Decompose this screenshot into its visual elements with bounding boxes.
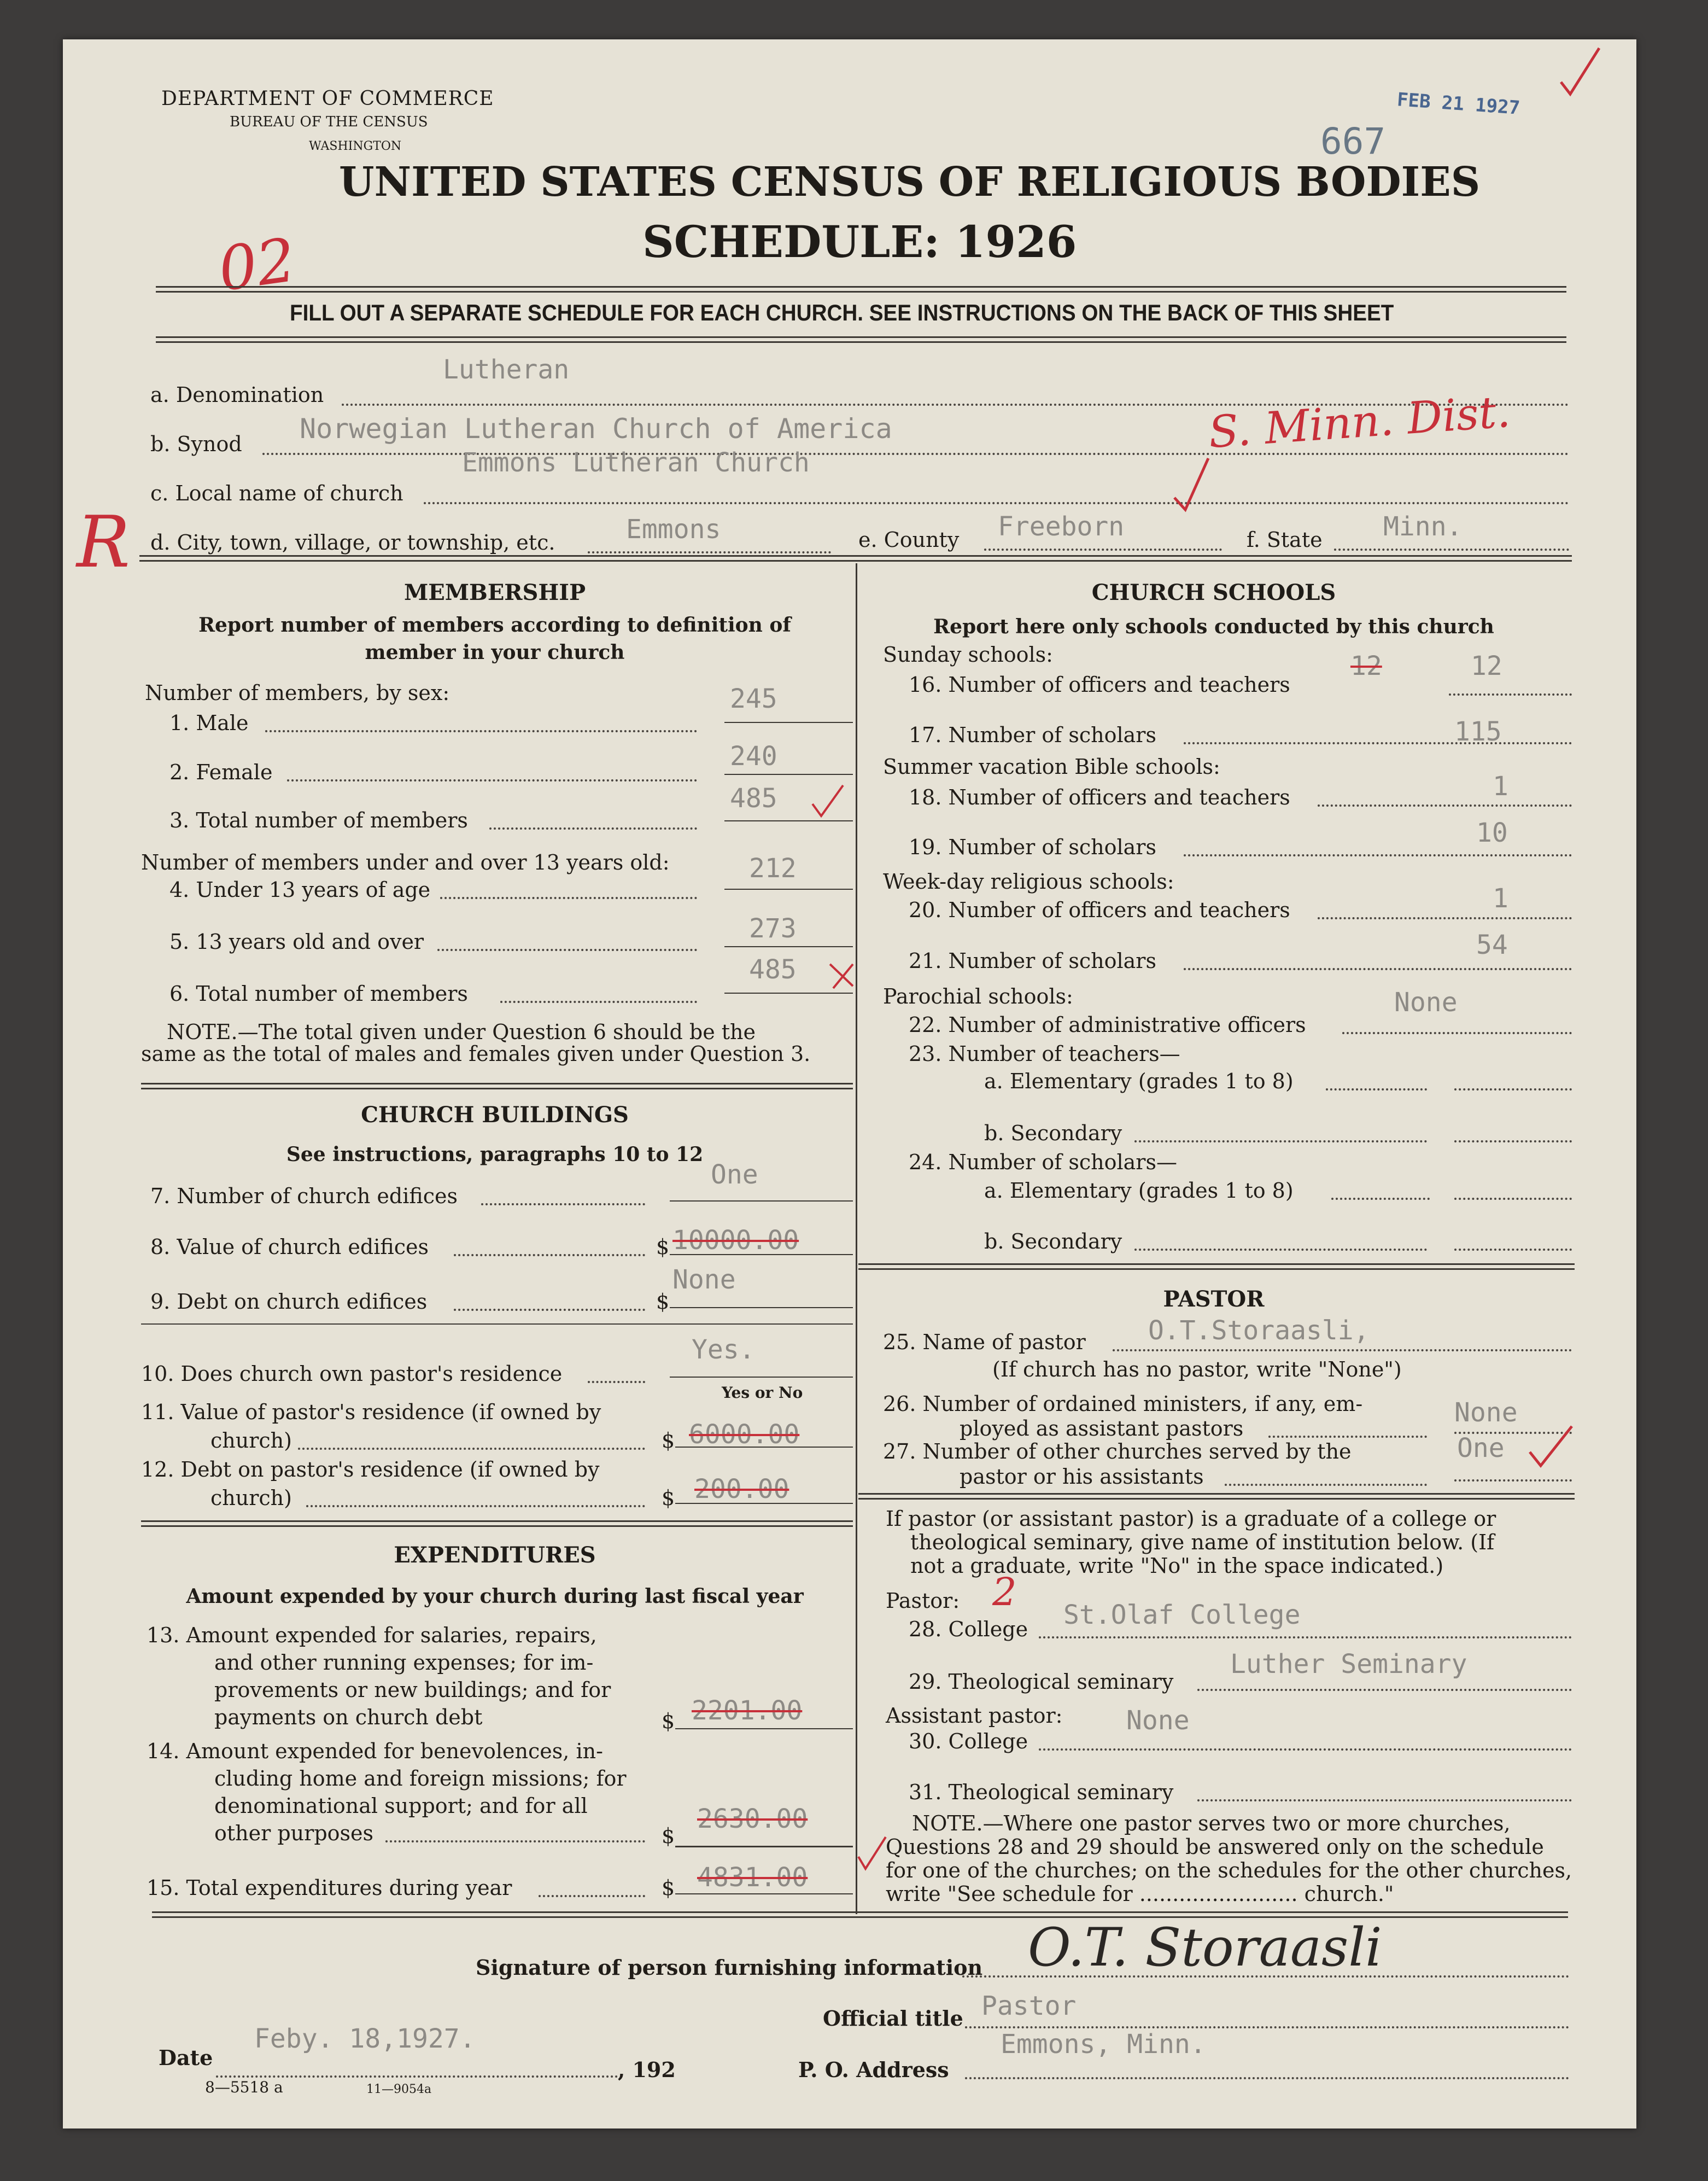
q16-struck: 12 (1350, 651, 1382, 681)
q2-value[interactable]: 240 (730, 741, 777, 772)
q7-value[interactable]: One (711, 1159, 758, 1190)
date-label: Date (159, 2045, 213, 2070)
college-value[interactable]: St.Olaf College (1063, 1600, 1301, 1630)
dollar-sign: $ (662, 1709, 675, 1733)
q29-label: 29. Theological seminary (909, 1670, 1174, 1694)
dollar-sign: $ (656, 1235, 670, 1259)
form-title: UNITED STATES CENSUS OF RELIGIOUS BODIES (339, 159, 1481, 206)
pastor-note2: Questions 28 and 29 should be answered only on the schedule (886, 1835, 1544, 1859)
bureau-heading: BUREAU OF THE CENSUS (230, 114, 428, 130)
pastor-heading: PASTOR (1163, 1286, 1265, 1312)
q3-value[interactable]: 485 (730, 783, 777, 814)
by-sex-label: Number of members, by sex: (145, 681, 450, 705)
q19-label: 19. Number of scholars (909, 835, 1156, 859)
dollar-sign: $ (662, 1486, 675, 1510)
expenditures-sub: Amount expended by your church during last fiscal year (186, 1585, 804, 1608)
denomination-value[interactable]: Lutheran (443, 354, 570, 385)
q26-value[interactable]: None (1454, 1397, 1518, 1428)
pastor-note3: for one of the churches; on the schedules for the other churches, (886, 1858, 1572, 1882)
dept-heading: DEPARTMENT OF COMMERCE (161, 88, 494, 110)
buildings-heading: CHURCH BUILDINGS (361, 1102, 629, 1128)
q25-label: 25. Name of pastor (883, 1330, 1086, 1354)
q3-label: 3. Total number of members (169, 808, 468, 832)
q13-value[interactable]: 2201.00 (692, 1695, 803, 1726)
membership-sub1: Report number of members according to definition of (198, 614, 791, 637)
q19-value[interactable]: 10 (1476, 818, 1508, 848)
q15-value[interactable]: 4831.00 (697, 1862, 808, 1893)
schools-heading: CHURCH SCHOOLS (1091, 580, 1336, 605)
check-mark-icon (1525, 1422, 1575, 1471)
q17-value[interactable]: 115 (1454, 716, 1502, 747)
q5-value[interactable]: 273 (749, 913, 797, 944)
q9-label: 9. Debt on church edifices (150, 1290, 428, 1314)
membership-heading: MEMBERSHIP (403, 580, 586, 605)
q8-value[interactable]: 10000.00 (672, 1225, 799, 1256)
official-title-value[interactable]: Pastor (981, 1991, 1077, 2021)
asst-college-value[interactable]: None (1126, 1705, 1190, 1736)
q1-value[interactable]: 245 (730, 684, 777, 714)
q25-note: (If church has no pastor, write "None") (992, 1357, 1402, 1381)
q13-line1: 13. Amount expended for salaries, repairs, (147, 1623, 597, 1647)
dollar-sign: $ (662, 1876, 675, 1900)
po-address-value[interactable]: Emmons, Minn. (1001, 2029, 1206, 2060)
q13-line4: payments on church debt (214, 1705, 483, 1729)
q14-line3: denominational support; and for all (214, 1794, 588, 1818)
q24b-label: b. Secondary (984, 1229, 1122, 1253)
q10-label: 10. Does church own pastor's residence (141, 1362, 563, 1386)
local-name-label: c. Local name of church (150, 481, 403, 505)
q12-label: 12. Debt on pastor's residence (if owned by (141, 1457, 600, 1482)
q9-value[interactable]: None (672, 1264, 736, 1295)
county-label: e. County (858, 528, 960, 552)
q28-label: 28. College (909, 1617, 1028, 1641)
date-suffix: , 192 (618, 2057, 676, 2082)
q23b-label: b. Secondary (984, 1121, 1122, 1145)
q27-value[interactable]: One (1457, 1433, 1505, 1463)
q14-line1: 14. Amount expended for benevolences, in- (147, 1739, 603, 1763)
q11-value[interactable]: 6000.00 (689, 1419, 800, 1450)
q6-value[interactable]: 485 (749, 954, 797, 985)
red-2-mark: 2 (992, 1570, 1017, 1614)
check-mark-icon (1170, 454, 1214, 514)
synod-value[interactable]: Norwegian Lutheran Church of America (300, 413, 892, 445)
q22-label: 22. Number of administrative officers (909, 1013, 1306, 1037)
graduate-instr1: If pastor (or assistant pastor) is a graduate of a college or (886, 1507, 1496, 1531)
q27-label: 27. Number of other churches served by the (883, 1439, 1352, 1463)
by-age-label: Number of members under and over 13 years old: (141, 850, 670, 874)
form-number: 8—5518 a (205, 2078, 283, 2096)
city-heading: WASHINGTON (309, 139, 402, 153)
dollar-sign: $ (662, 1428, 675, 1453)
pastor-name[interactable]: O.T.Storaasli, (1148, 1315, 1370, 1346)
dollar-sign: $ (656, 1290, 670, 1314)
q15-label: 15. Total expenditures during year (147, 1876, 512, 1900)
q16-value[interactable]: 12 (1471, 651, 1502, 681)
state-label: f. State (1247, 528, 1323, 552)
q20-label: 20. Number of officers and teachers (909, 898, 1290, 922)
membership-sub2: member in your church (365, 641, 625, 664)
graduate-instr3: not a graduate, write "No" in the space indicated.) (910, 1554, 1444, 1578)
district-note: S. Minn. Dist. (1207, 386, 1512, 458)
q4-label: 4. Under 13 years of age (169, 878, 431, 902)
q27-label-cont: pastor or his assistants (960, 1465, 1204, 1489)
q12-label-cont: church) (210, 1486, 292, 1510)
q26-label-cont: ployed as assistant pastors (960, 1416, 1244, 1441)
q20-value[interactable]: 1 (1493, 883, 1508, 914)
q14-line4: other purposes (214, 1821, 374, 1845)
q2-label: 2. Female (169, 760, 273, 784)
q21-value[interactable]: 54 (1476, 930, 1508, 960)
pastor-note1: NOTE.—Where one pastor serves two or more churches, (912, 1811, 1511, 1835)
county-value[interactable]: Freeborn (998, 511, 1125, 542)
check-mark-icon (809, 782, 847, 820)
membership-note1: NOTE.—The total given under Question 6 should be the (167, 1020, 756, 1044)
red-code: 02 (214, 224, 300, 305)
po-address-label: P. O. Address (798, 2057, 949, 2082)
red-r-mark: R (77, 500, 130, 584)
q26-label: 26. Number of ordained ministers, if any, em- (883, 1392, 1363, 1416)
q13-line3: provements or new buildings; and for (214, 1678, 611, 1702)
q7-label: 7. Number of church edifices (150, 1184, 458, 1208)
file-number: 667 (1320, 120, 1386, 162)
q24a-label: a. Elementary (grades 1 to 8) (984, 1179, 1294, 1203)
date-value[interactable]: Feby. 18,1927. (254, 2023, 476, 2054)
schedule-title: SCHEDULE: 1926 (642, 216, 1077, 267)
x-mark-icon (826, 960, 858, 993)
city-value[interactable]: Emmons (626, 514, 721, 545)
received-stamp: FEB 21 1927 (1396, 89, 1521, 119)
check-mark-icon (856, 1835, 888, 1873)
summer-label: Summer vacation Bible schools: (883, 755, 1220, 779)
assistant-sublabel: Assistant pastor: (886, 1704, 1063, 1728)
q14-value[interactable]: 2630.00 (697, 1804, 808, 1834)
q1-label: 1. Male (169, 711, 249, 735)
city-label: d. City, town, village, or township, etc. (150, 530, 555, 555)
local-name-value[interactable]: Emmons Lutheran Church (462, 447, 810, 478)
synod-label: b. Synod (150, 432, 242, 456)
signature-label: Signature of person furnishing information (476, 1955, 983, 1980)
q31-label: 31. Theological seminary (909, 1780, 1174, 1804)
denomination-label: a. Denomination (150, 383, 324, 407)
official-title-label: Official title (823, 2006, 963, 2031)
yes-no-hint: Yes or No (722, 1384, 803, 1402)
q23a-label: a. Elementary (grades 1 to 8) (984, 1069, 1294, 1093)
q18-label: 18. Number of officers and teachers (909, 785, 1290, 809)
graduate-instr2: theological seminary, give name of institution below. (If (910, 1530, 1495, 1554)
q18-value[interactable]: 1 (1493, 771, 1508, 802)
check-mark-icon (1558, 44, 1602, 98)
q30-label: 30. College (909, 1729, 1028, 1753)
q12-value[interactable]: 200.00 (694, 1474, 789, 1504)
q17-label: 17. Number of scholars (909, 723, 1156, 747)
weekday-label: Week-day religious schools: (883, 870, 1174, 894)
q4-value[interactable]: 212 (749, 853, 797, 884)
q11-label-cont: church) (210, 1428, 292, 1453)
pastor-note4: write "See schedule for ........................ church." (886, 1882, 1394, 1906)
signature: O.T. Storaasli (1028, 1917, 1382, 1978)
schools-sub: Report here only schools conducted by this church (933, 615, 1494, 638)
q10-value[interactable]: Yes. (692, 1334, 755, 1365)
q21-label: 21. Number of scholars (909, 949, 1156, 973)
print-number: 11—9054a (366, 2083, 432, 2096)
expenditures-heading: EXPENDITURES (394, 1542, 596, 1568)
sunday-label: Sunday schools: (883, 643, 1053, 667)
q8-label: 8. Value of church edifices (150, 1235, 429, 1259)
fill-out-instruction: FILL OUT A SEPARATE SCHEDULE FOR EACH CHURCH. SEE INSTRUCTIONS ON THE BACK OF THIS SHEET (290, 300, 1394, 325)
q14-line2: cluding home and foreign missions; for (214, 1766, 627, 1791)
state-value[interactable]: Minn. (1383, 511, 1463, 542)
q24-label: 24. Number of scholars— (909, 1150, 1177, 1174)
q5-label: 5. 13 years old and over (169, 930, 424, 954)
q16-label: 16. Number of officers and teachers (909, 673, 1290, 697)
q6-label: 6. Total number of members (169, 982, 468, 1006)
q13-line2: and other running expenses; for im- (214, 1651, 594, 1675)
parochial-label: Parochial schools: (883, 984, 1073, 1008)
buildings-sub: See instructions, paragraphs 10 to 12 (286, 1143, 704, 1166)
membership-note2: same as the total of males and females given under Question 3. (141, 1042, 811, 1066)
pastor-sublabel: Pastor: (886, 1589, 960, 1613)
seminary-value[interactable]: Luther Seminary (1230, 1649, 1467, 1680)
dollar-sign: $ (662, 1824, 675, 1848)
parochial-value[interactable]: None (1394, 987, 1458, 1018)
q11-label: 11. Value of pastor's residence (if owned by (141, 1400, 601, 1424)
q23-label: 23. Number of teachers— (909, 1042, 1180, 1066)
